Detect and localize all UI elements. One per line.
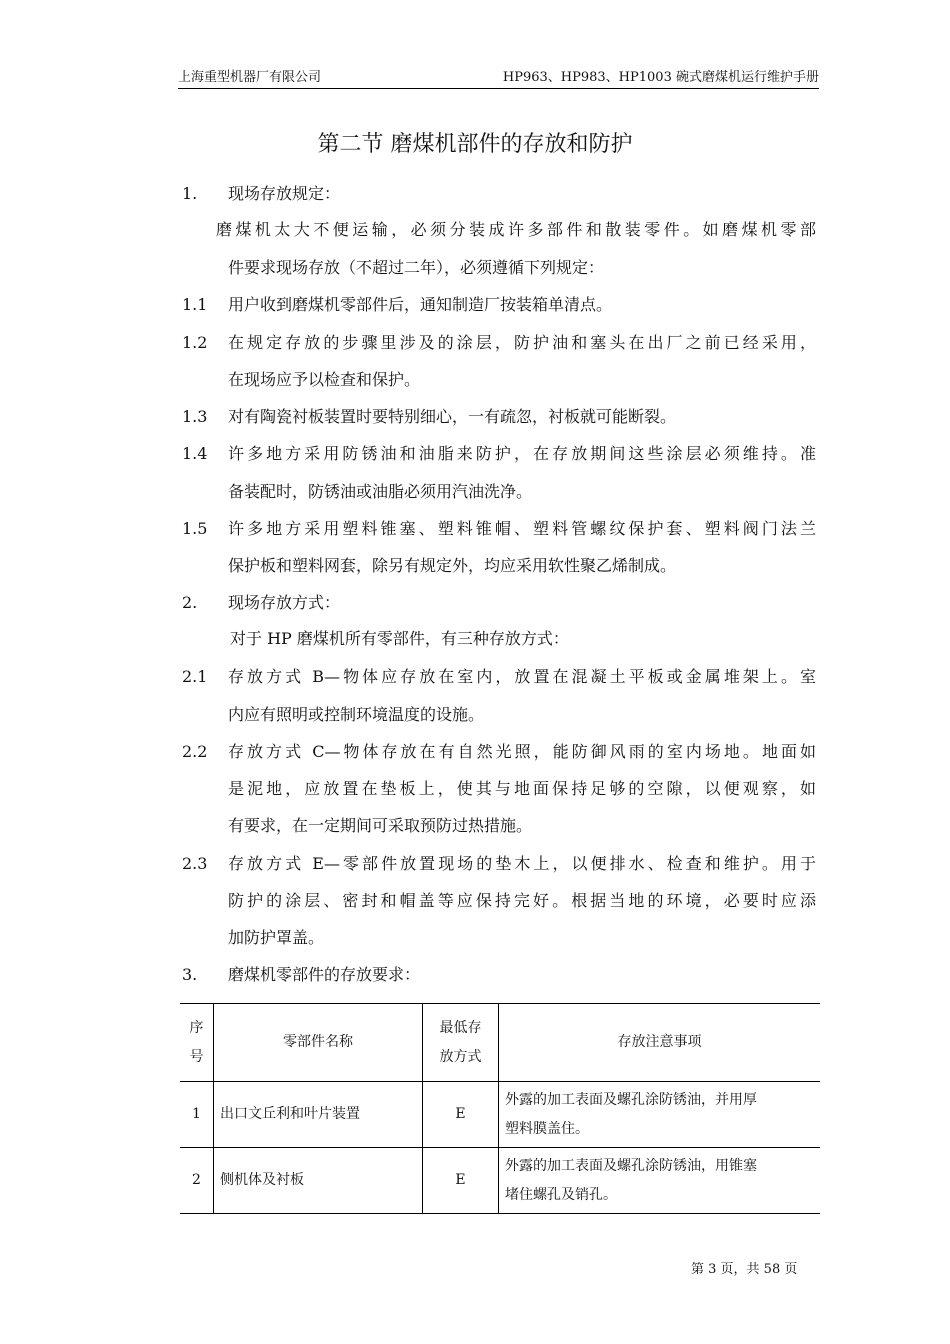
section-title: 第二节 磨煤机部件的存放和防护 (317, 132, 633, 157)
clause-text: 存放方式 E—零部件放置现场的垫木上，以便排水、检查和维护。用于 (228, 854, 816, 873)
section-number: 1. (182, 184, 198, 203)
section-number: 3. (182, 965, 198, 984)
manual-title: HP963、HP983、HP1003 碗式磨煤机运行维护手册 (502, 70, 819, 85)
header-no-line1: 序 (189, 1019, 204, 1036)
table-row (180, 1148, 820, 1214)
note-line: 外露的加工表面及螺孔涂防锈油，用锥塞 (505, 1157, 757, 1174)
clause-text: 许多地方采用塑料锥塞、塑料锥帽、塑料管螺纹保护套、塑料阀门法兰 (228, 519, 816, 538)
header-min-line2: 放方式 (439, 1048, 482, 1065)
clause-number: 1.4 (182, 444, 208, 463)
clause-text: 有要求，在一定期间可采取预防过热措施。 (228, 816, 533, 835)
paragraph-line: 对于 HP 磨煤机所有零部件，有三种存放方式： (230, 629, 569, 648)
header-cell-notes: 存放注意事项 (499, 1004, 821, 1082)
clause-number: 2.1 (182, 667, 208, 686)
clause-text: 存放方式 B—物体应存放在室内，放置在混凝土平板或金属堆架上。室 (228, 667, 816, 686)
clause-number: 1.2 (182, 333, 208, 352)
note-line: 塑料膜盖住。 (505, 1120, 589, 1137)
page-header (178, 68, 819, 89)
table-row (180, 1082, 820, 1148)
note-line: 堵住螺孔及销孔。 (505, 1186, 617, 1203)
paragraph-line: 件要求现场存放（不超过二年），必须遵循下列规定： (228, 258, 605, 277)
cell-min-method: E (423, 1148, 499, 1214)
header-cell-no (180, 1004, 214, 1082)
note-line: 外露的加工表面及螺孔涂防锈油，并用厚 (505, 1091, 757, 1108)
clause-number: 1.3 (182, 407, 208, 426)
cell-part-name: 出口文丘利和叶片装置 (214, 1082, 423, 1148)
cell-no: 2 (180, 1148, 214, 1214)
section-heading: 磨煤机零部件的存放要求： (228, 965, 421, 984)
clause-text: 是泥地，应放置在垫板上，使其与地面保持足够的空隙，以便观察，如 (228, 779, 816, 798)
header-min-line1: 最低存 (439, 1019, 482, 1036)
clause-text: 防护的涂层、密封和帽盖等应保持完好。根据当地的环境，必要时应添 (228, 891, 816, 910)
company-name: 上海重型机器厂有限公司 (178, 70, 322, 85)
clause-text: 对有陶瓷衬板装置时要特别细心，一有疏忽，衬板就可能断裂。 (228, 407, 677, 426)
clause-text: 内应有照明或控制环境温度的设施。 (228, 705, 485, 724)
paragraph-line: 磨煤机太大不便运输，必须分装成许多部件和散装零件。如磨煤机零部 (216, 220, 816, 239)
clause-text: 加防护罩盖。 (228, 928, 325, 947)
header-cell-min-method (423, 1004, 499, 1082)
clause-text: 在规定存放的步骤里涉及的涂层，防护油和塞头在出厂之前已经采用， (228, 333, 816, 352)
clause-number: 2.3 (182, 854, 208, 873)
cell-notes (499, 1082, 821, 1148)
cell-min-method: E (423, 1082, 499, 1148)
clause-number: 1.5 (182, 519, 208, 538)
clause-number: 2.2 (182, 742, 208, 761)
table-header-row (180, 1004, 820, 1082)
clause-text: 在现场应予以检查和保护。 (228, 370, 421, 389)
header-cell-name: 零部件名称 (214, 1004, 423, 1082)
cell-part-name: 侧机体及衬板 (214, 1148, 423, 1214)
storage-requirements-table (180, 1003, 820, 1214)
clause-text: 许多地方采用防锈油和油脂来防护，在存放期间这些涂层必须维持。准 (228, 444, 816, 463)
clause-text: 存放方式 C—物体存放在有自然光照，能防御风雨的室内场地。地面如 (228, 742, 816, 761)
section-heading: 现场存放方式： (228, 593, 341, 612)
cell-no: 1 (180, 1082, 214, 1148)
header-no-line2: 号 (189, 1048, 204, 1065)
section-number: 2. (182, 593, 198, 612)
clause-text: 保护板和塑料网套，除另有规定外，均应采用软性聚乙烯制成。 (228, 556, 677, 575)
clause-text: 用户收到磨煤机零部件后，通知制造厂按装箱单清点。 (228, 295, 613, 314)
clause-number: 1.1 (182, 295, 208, 314)
cell-notes (499, 1148, 821, 1214)
page-number: 第 3 页，共 58 页 (691, 1262, 798, 1277)
section-heading: 现场存放规定： (228, 184, 341, 203)
clause-text: 备装配时，防锈油或油脂必须用汽油洗净。 (228, 482, 533, 501)
